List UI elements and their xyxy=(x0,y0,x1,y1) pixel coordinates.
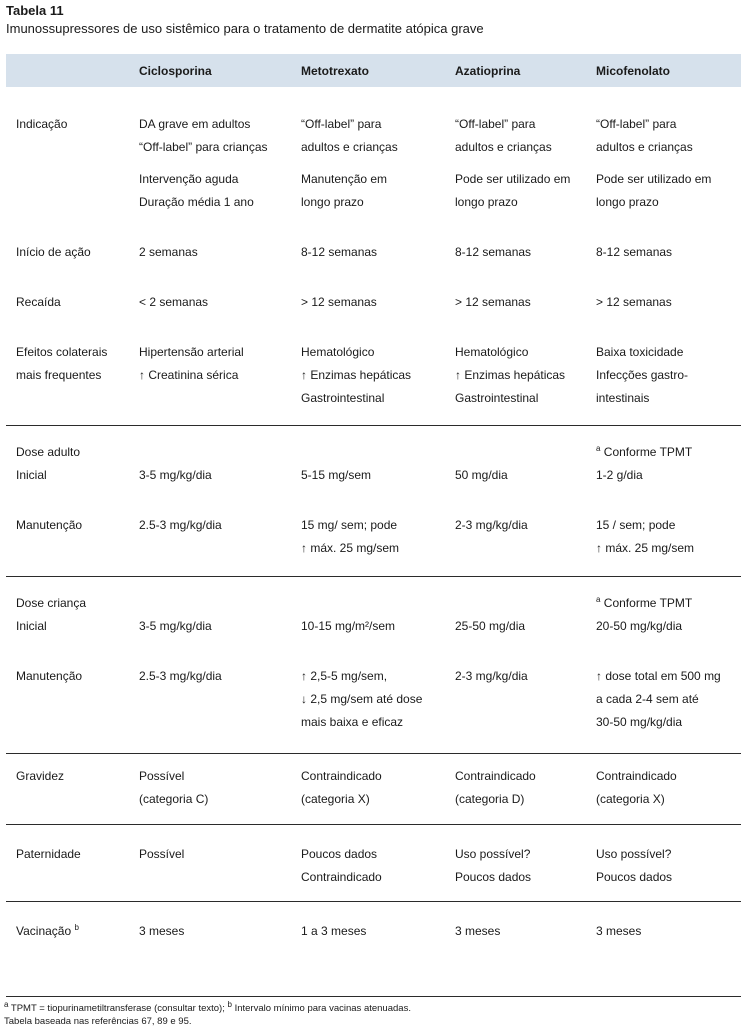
table-cell: Hematológico xyxy=(455,345,529,359)
row-label-dose-crianca: Dose criança xyxy=(16,596,87,610)
table-cell: 50 mg/dia xyxy=(455,468,508,482)
row-label-indicacao: Indicação xyxy=(16,117,68,131)
table-cell: (categoria D) xyxy=(455,792,525,806)
table-cell: 8-12 semanas xyxy=(301,245,378,259)
table-cell: 15 mg/ sem; pode xyxy=(301,518,398,532)
row-label-inicial: Inicial xyxy=(16,619,47,633)
table-cell: 8-12 semanas xyxy=(596,245,673,259)
table-cell: ↑ Enzimas hepáticas xyxy=(455,368,566,382)
table-cell: 1 a 3 meses xyxy=(301,924,367,938)
table-cell: 3-5 mg/kg/dia xyxy=(139,619,212,633)
table-cell: 2.5-3 mg/kg/dia xyxy=(139,518,222,532)
column-header-azatioprina: Azatioprina xyxy=(455,64,521,78)
table-cell: longo prazo xyxy=(455,195,518,209)
row-label-gravidez: Gravidez xyxy=(16,769,65,783)
divider xyxy=(6,576,741,577)
table-cell: 2.5-3 mg/kg/dia xyxy=(139,669,222,683)
table-cell: longo prazo xyxy=(596,195,659,209)
table-cell: 2 semanas xyxy=(139,245,198,259)
table-subtitle: Imunossupressores de uso sistêmico para o tratamento de dermatite atópica grave xyxy=(6,21,484,36)
table-cell: 30-50 mg/kg/dia xyxy=(596,715,683,729)
row-label-paternidade: Paternidade xyxy=(16,847,81,861)
table-cell: Baixa toxicidade xyxy=(596,345,684,359)
column-header-micofenolato: Micofenolato xyxy=(596,64,670,78)
table-cell: 2-3 mg/kg/dia xyxy=(455,669,528,683)
table-cell: > 12 semanas xyxy=(455,295,531,309)
table-cell: (categoria X) xyxy=(301,792,370,806)
table-cell: Manutenção em xyxy=(301,172,388,186)
table-cell: a cada 2-4 sem até xyxy=(596,692,699,706)
table-cell: Gastrointestinal xyxy=(455,391,539,405)
table-cell: Pode ser utilizado em xyxy=(596,172,712,186)
table-cell: mais baixa e eficaz xyxy=(301,715,404,729)
table-cell: > 12 semanas xyxy=(596,295,672,309)
table-cell: (categoria C) xyxy=(139,792,209,806)
table-cell: Gastrointestinal xyxy=(301,391,385,405)
table-cell: Poucos dados xyxy=(596,870,673,884)
table-cell: Uso possível? xyxy=(455,847,531,861)
table-cell: 1-2 g/dia xyxy=(596,468,643,482)
table-cell: intestinais xyxy=(596,391,650,405)
divider xyxy=(6,996,741,997)
table-cell: Duração média 1 ano xyxy=(139,195,254,209)
table-cell: ↓ 2,5 mg/sem até dose xyxy=(301,692,423,706)
table-cell: < 2 semanas xyxy=(139,295,209,309)
table-cell: Hematológico xyxy=(301,345,375,359)
table-cell: Poucos dados xyxy=(455,870,532,884)
table-cell: adultos e crianças xyxy=(455,140,552,154)
table-cell: “Off-label” para xyxy=(596,117,677,131)
divider xyxy=(6,901,741,902)
table-cell: ↑ dose total em 500 mg xyxy=(596,669,721,683)
row-label-manutencao: Manutenção xyxy=(16,518,83,532)
footnote-note: $^a$ Conforme TPMT xyxy=(596,595,693,610)
table-cell: 10-15 mg/m²/sem xyxy=(301,619,396,633)
row-label-vacinacao: Vacinação $^b$ xyxy=(16,923,79,938)
table-cell: 5-15 mg/sem xyxy=(301,468,372,482)
table-cell: ↑ máx. 25 mg/sem xyxy=(301,541,400,555)
table-cell: (categoria X) xyxy=(596,792,665,806)
row-label-inicio-de-acao: Início de ação xyxy=(16,245,91,259)
table-cell: Possível xyxy=(139,769,185,783)
table-cell: Uso possível? xyxy=(596,847,672,861)
footnote-references: Tabela baseada nas referências 67, 89 e 95. xyxy=(4,1016,192,1027)
table-cell: Infecções gastro- xyxy=(596,368,689,382)
table-header xyxy=(6,54,741,87)
table-cell: 3 meses xyxy=(455,924,501,938)
table-cell: 2-3 mg/kg/dia xyxy=(455,518,528,532)
table-cell: > 12 semanas xyxy=(301,295,377,309)
footnote-note: $^a$ Conforme TPMT xyxy=(596,444,693,459)
table-cell: Contraindicado xyxy=(301,769,382,783)
table-cell: ↑ Enzimas hepáticas xyxy=(301,368,412,382)
table-cell: Pode ser utilizado em xyxy=(455,172,571,186)
table-cell: ↑ Creatinina sérica xyxy=(139,368,239,382)
table-cell: 8-12 semanas xyxy=(455,245,532,259)
table-cell: Poucos dados xyxy=(301,847,378,861)
table-cell: Hipertensão arterial xyxy=(139,345,244,359)
table-cell: 3 meses xyxy=(139,924,185,938)
row-label-recaida: Recaída xyxy=(16,295,61,309)
row-label-dose-adulto: Dose adulto xyxy=(16,445,81,459)
table-cell: “Off-label” para xyxy=(455,117,536,131)
row-label-efeitos: Efeitos colaterais xyxy=(16,345,108,359)
table-title: Tabela 11 xyxy=(6,3,64,18)
table-cell: 15 / sem; pode xyxy=(596,518,676,532)
column-header-ciclosporina: Ciclosporina xyxy=(139,64,212,78)
divider xyxy=(6,753,741,754)
table-cell: Possível xyxy=(139,847,185,861)
divider xyxy=(6,824,741,825)
column-header-metotrexato: Metotrexato xyxy=(301,64,370,78)
row-label-inicial: Inicial xyxy=(16,468,47,482)
table-cell: Intervenção aguda xyxy=(139,172,239,186)
divider xyxy=(6,425,741,426)
table-cell: 25-50 mg/dia xyxy=(455,619,526,633)
footnote: $^a$ TPMT = tiopurinametiltransferase (consultar texto); $^b$ Intervalo mínimo para vacinas atenuadas. xyxy=(4,999,411,1014)
table-cell: “Off-label” para crianças xyxy=(139,140,268,154)
table-cell: Contraindicado xyxy=(596,769,677,783)
table-cell: Contraindicado xyxy=(455,769,536,783)
table-cell: 3 meses xyxy=(596,924,642,938)
table-cell: longo prazo xyxy=(301,195,364,209)
table-cell: DA grave em adultos xyxy=(139,117,251,131)
row-label-efeitos: mais frequentes xyxy=(16,368,102,382)
table-cell: adultos e crianças xyxy=(596,140,693,154)
table-cell: 20-50 mg/kg/dia xyxy=(596,619,683,633)
table-cell: “Off-label” para xyxy=(301,117,382,131)
table-cell: adultos e crianças xyxy=(301,140,398,154)
table-cell: Contraindicado xyxy=(301,870,382,884)
table-cell: ↑ 2,5-5 mg/sem, xyxy=(301,669,388,683)
row-label-manutencao: Manutenção xyxy=(16,669,83,683)
table-cell: 3-5 mg/kg/dia xyxy=(139,468,212,482)
table-cell: ↑ máx. 25 mg/sem xyxy=(596,541,695,555)
